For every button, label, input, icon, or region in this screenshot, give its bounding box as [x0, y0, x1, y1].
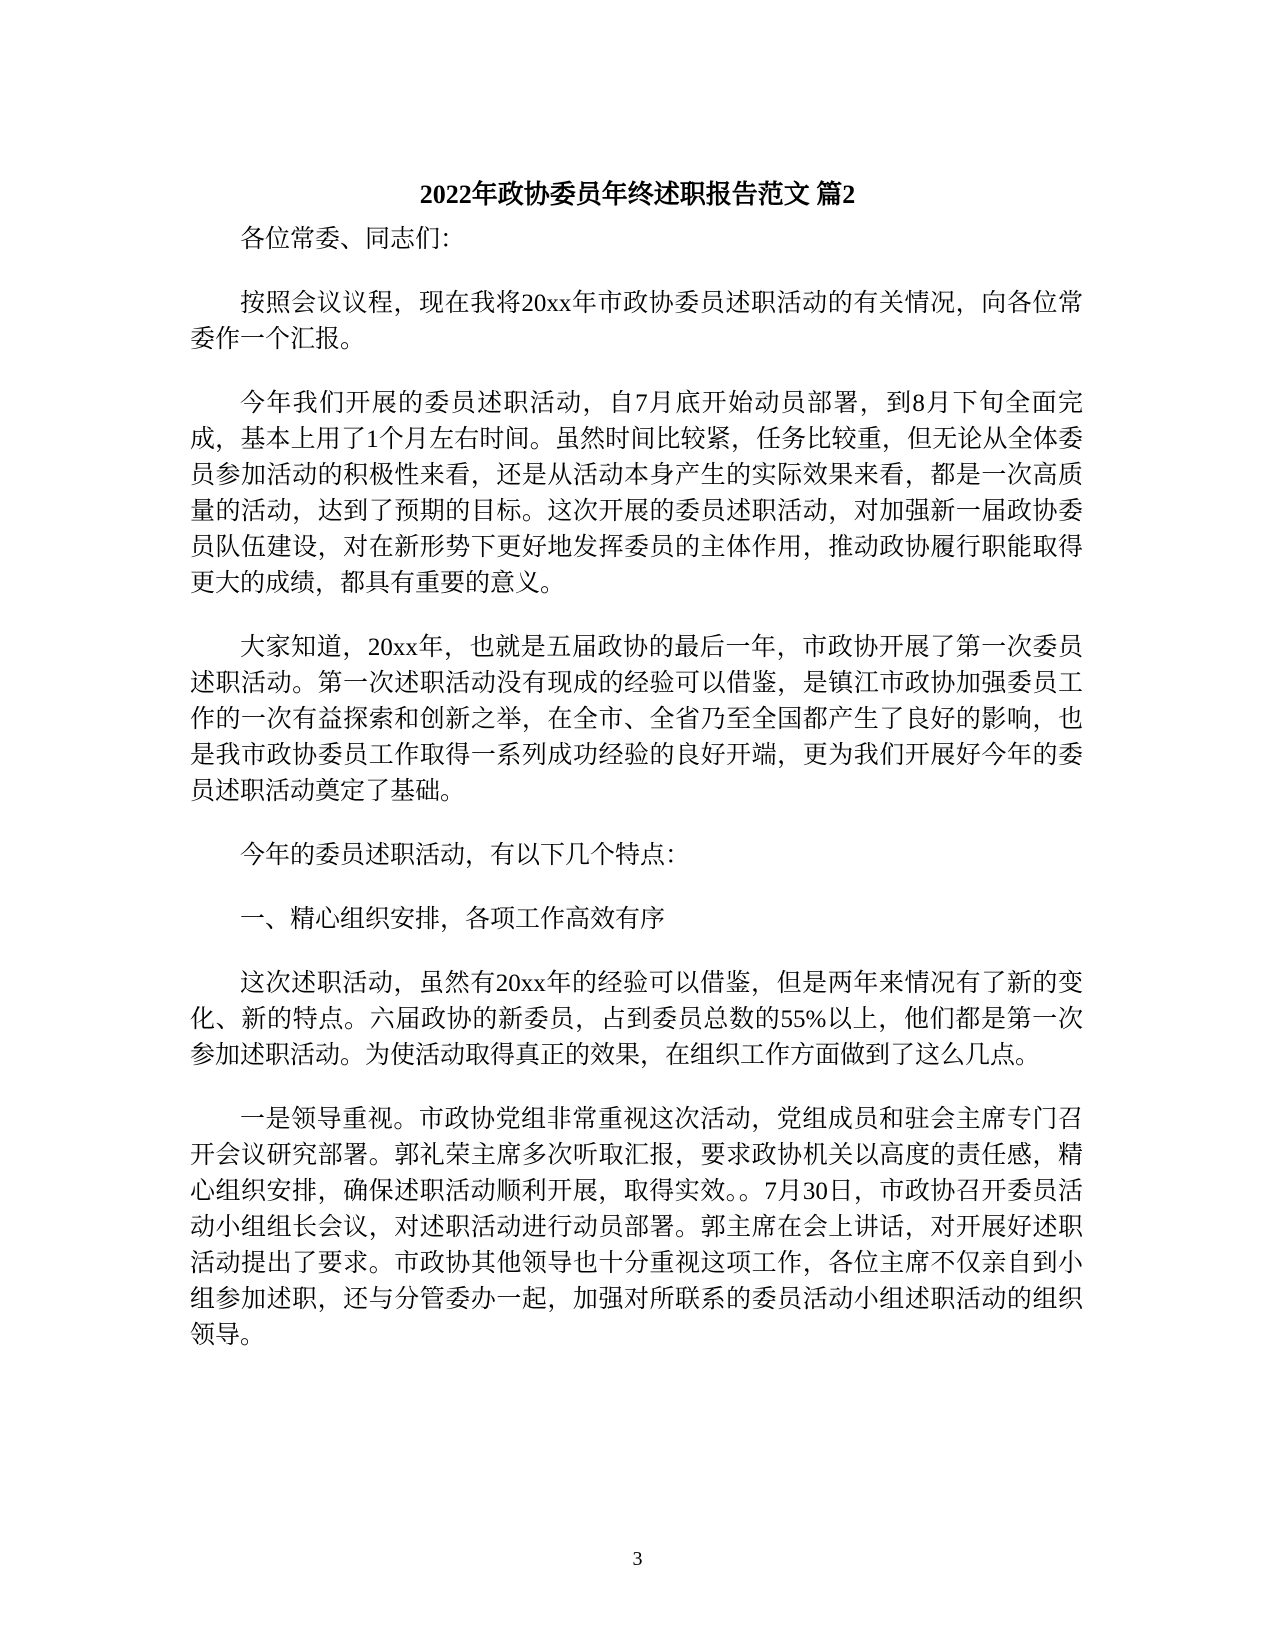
paragraph-background: 大家知道，20xx年，也就是五届政协的最后一年，市政协开展了第一次委员述职活动。第一次述职活动没有现成的经验可以借鉴，是镇江市政协加强委员工作的一次有益探索和创新之举，在全市、全省乃至全国都产生了良好的影响，也是我市政协委员工作取得一系列成功经验的良好开端，更为我们开展好今年的委员述职活动奠定了基础。	[190, 634, 1083, 805]
paragraph-intro: 按照会议议程，现在我将20xx年市政协委员述职活动的有关情况，向各位常委作一个汇报。	[190, 290, 1083, 353]
paragraph-organization: 这次述职活动，虽然有20xx年的经验可以借鉴，但是两年来情况有了新的变化、新的特点。六届政协的新委员，占到委员总数的55%以上，他们都是第一次参加述职活动。为使活动取得真正的效果，在组织工作方面做到了这么几点。	[190, 970, 1083, 1069]
document-body	[190, 222, 1083, 1382]
page-number: 3	[632, 1548, 643, 1570]
paragraph-activity-overview: 今年我们开展的委员述职活动，自7月底开始动员部署，到8月下旬全面完成，基本上用了1个月左右时间。虽然时间比较紧，任务比较重，但无论从全体委员参加活动的积极性来看，还是从活动本身产生的实际效果来看，都是一次高质量的活动，达到了预期的目标。这次开展的委员述职活动，对加强新一届政协委员队伍建设，对在新形势下更好地发挥委员的主体作用，推动政协履行职能取得更大的成绩，都具有重要的意义。	[190, 390, 1083, 597]
paragraph-features-intro: 今年的委员述职活动，有以下几个特点：	[240, 842, 691, 869]
section-heading-one: 一、精心组织安排，各项工作高效有序	[240, 906, 666, 933]
document-title: 2022年政协委员年终述职报告范文 篇2	[419, 180, 856, 209]
paragraph-salutation: 各位常委、同志们：	[240, 226, 466, 253]
paragraph-leadership: 一是领导重视。市政协党组非常重视这次活动，党组成员和驻会主席专门召开会议研究部署。郭礼荣主席多次听取汇报，要求政协机关以高度的责任感，精心组织安排，确保述职活动顺利开展，取得实效。。7月30日，市政协召开委员活动小组组长会议，对述职活动进行动员部署。郭主席在会上讲话，对开展好述职活动提出了要求。市政协其他领导也十分重视这项工作，各位主席不仅亲自到小组参加述职，还与分管委办一起，加强对所联系的委员活动小组述职活动的组织领导。	[190, 1106, 1083, 1349]
